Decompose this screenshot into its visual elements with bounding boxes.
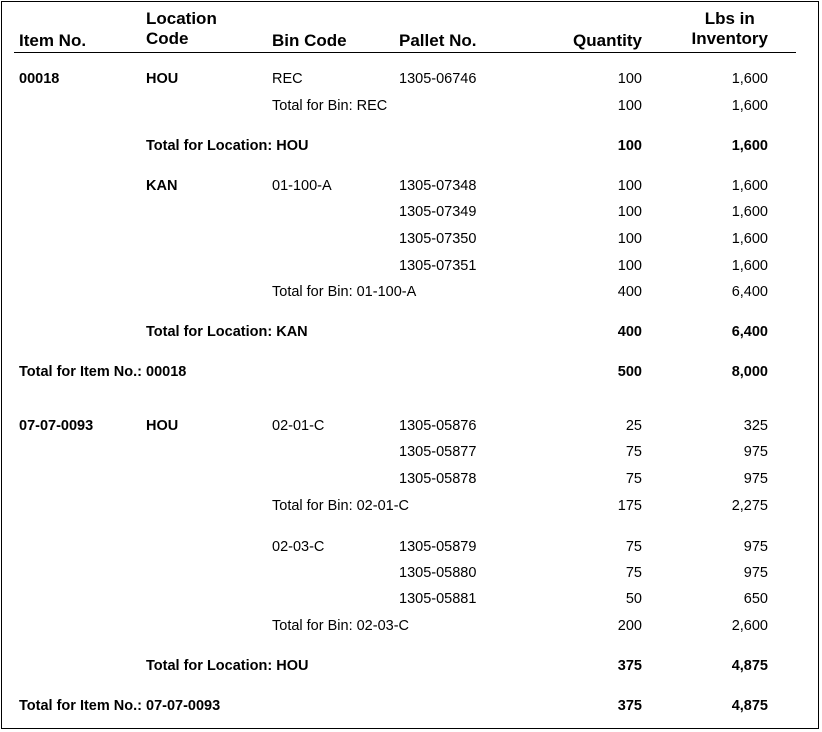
lbs-in-inventory-cell: 1,600 [731, 231, 768, 247]
quantity-cell: 50 [625, 591, 642, 607]
lbs-in-inventory-cell: 1,600 [731, 204, 768, 220]
lbs-in-inventory-cell: 975 [743, 539, 768, 555]
pallet-no-cell: 1305-05878 [399, 471, 477, 487]
header-bin-code: Bin Code [272, 31, 347, 50]
item-total-label: Total for Item No.: 00018 [19, 364, 187, 380]
location-code-cell: HOU [146, 418, 179, 434]
lbs-in-inventory-cell: 1,600 [731, 138, 768, 154]
quantity-cell: 100 [617, 98, 642, 114]
pallet-no-cell: 1305-06746 [399, 71, 477, 87]
pallet-no-cell: 1305-07351 [399, 258, 477, 274]
quantity-cell: 100 [617, 178, 642, 194]
header-quantity: Quantity [573, 31, 642, 50]
bin-total-label: Total for Bin: 02-01-C [272, 498, 410, 514]
location-code-cell: HOU [146, 71, 179, 87]
bin-code-cell: 01-100-A [272, 178, 332, 194]
location-total-label: Total for Location: HOU [146, 138, 309, 154]
lbs-in-inventory-cell: 2,600 [731, 618, 768, 634]
header-item-no: Item No. [19, 31, 87, 50]
item-no-cell: 07-07-0093 [19, 418, 94, 434]
quantity-cell: 100 [617, 204, 642, 220]
quantity-cell: 25 [625, 418, 642, 434]
quantity-cell: 100 [617, 138, 642, 154]
bin-total-label: Total for Bin: 01-100-A [272, 284, 417, 300]
lbs-in-inventory-cell: 6,400 [731, 284, 768, 300]
item-total-label: Total for Item No.: 07-07-0093 [19, 698, 221, 714]
quantity-cell: 75 [625, 539, 642, 555]
quantity-cell: 400 [617, 324, 642, 340]
quantity-cell: 75 [625, 444, 642, 460]
lbs-in-inventory-cell: 325 [743, 418, 768, 434]
bin-code-cell: 02-01-C [272, 418, 325, 434]
pallet-no-cell: 1305-05881 [399, 591, 477, 607]
pallet-no-cell: 1305-07350 [399, 231, 477, 247]
lbs-in-inventory-cell: 2,275 [731, 498, 768, 514]
pallet-no-cell: 1305-05877 [399, 444, 477, 460]
pallet-no-cell: 1305-07349 [399, 204, 477, 220]
quantity-cell: 375 [617, 698, 642, 714]
quantity-cell: 200 [617, 618, 642, 634]
lbs-in-inventory-cell: 1,600 [731, 71, 768, 87]
lbs-in-inventory-cell: 975 [743, 565, 768, 581]
location-total-label: Total for Location: KAN [146, 324, 308, 340]
location-total-label: Total for Location: HOU [146, 658, 309, 674]
quantity-cell: 500 [617, 364, 642, 380]
quantity-cell: 100 [617, 71, 642, 87]
lbs-in-inventory-cell: 975 [743, 444, 768, 460]
bin-total-label: Total for Bin: 02-03-C [272, 618, 410, 634]
header-lbs-line2: Inventory [691, 29, 768, 48]
lbs-in-inventory-cell: 6,400 [731, 324, 768, 340]
quantity-cell: 100 [617, 231, 642, 247]
header-pallet-no: Pallet No. [399, 31, 477, 50]
quantity-cell: 100 [617, 258, 642, 274]
pallet-no-cell: 1305-05880 [399, 565, 477, 581]
quantity-cell: 375 [617, 658, 642, 674]
lbs-in-inventory-cell: 1,600 [731, 98, 768, 114]
lbs-in-inventory-cell: 4,875 [731, 698, 768, 714]
item-no-cell: 00018 [19, 71, 60, 87]
lbs-in-inventory-cell: 975 [743, 471, 768, 487]
lbs-in-inventory-cell: 4,875 [731, 658, 768, 674]
quantity-cell: 75 [625, 471, 642, 487]
bin-code-cell: 02-03-C [272, 539, 325, 555]
lbs-in-inventory-cell: 8,000 [731, 364, 768, 380]
lbs-in-inventory-cell: 1,600 [731, 258, 768, 274]
quantity-cell: 75 [625, 565, 642, 581]
bin-total-label: Total for Bin: REC [272, 98, 388, 114]
pallet-no-cell: 1305-07348 [399, 178, 477, 194]
inventory-report [1, 1, 819, 729]
bin-code-cell: REC [272, 71, 303, 87]
lbs-in-inventory-cell: 1,600 [731, 178, 768, 194]
pallet-no-cell: 1305-05876 [399, 418, 477, 434]
header-location-code [146, 9, 217, 49]
header-lbs-line1: Lbs in [704, 9, 755, 28]
quantity-cell: 175 [617, 498, 642, 514]
lbs-in-inventory-cell: 650 [743, 591, 768, 607]
location-code-cell: KAN [146, 178, 178, 194]
header-location-line1: Location [146, 9, 217, 28]
header-lbs-in-inventory [691, 9, 768, 49]
header-divider [14, 52, 796, 53]
pallet-no-cell: 1305-05879 [399, 539, 477, 555]
header-location-line2: Code [146, 29, 189, 48]
quantity-cell: 400 [617, 284, 642, 300]
